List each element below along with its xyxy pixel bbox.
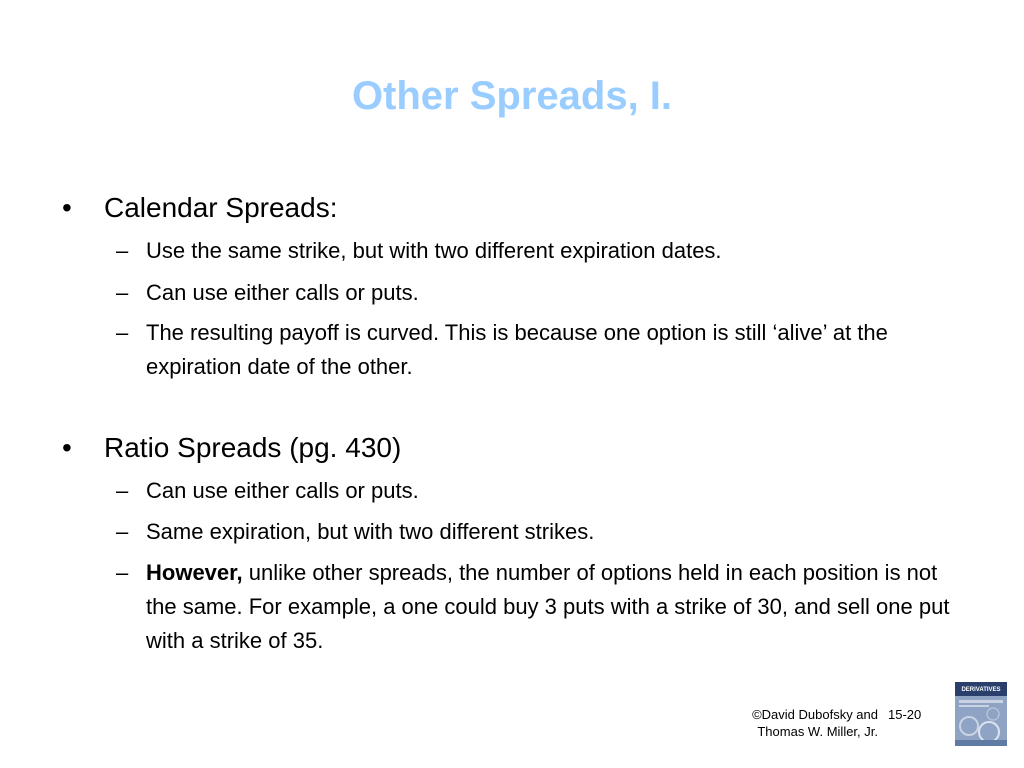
sub-item-text xyxy=(146,556,966,658)
book-cover-line xyxy=(959,705,989,707)
credit-line-1: ©David Dubofsky and xyxy=(752,707,878,722)
dash: – xyxy=(116,478,129,503)
book-cover-line xyxy=(959,700,1003,703)
sub-item-text: Use the same strike, but with two different expiration dates. xyxy=(146,238,722,263)
sub-item-text: The resulting payoff is curved. This is because one option is still ‘alive’ at the expiration date of the other. xyxy=(146,320,888,379)
sub-item-text: Same expiration, but with two different strikes. xyxy=(146,519,595,544)
book-cover-footer xyxy=(955,740,1007,746)
slide-title: Other Spreads, I. xyxy=(351,74,673,118)
sub-item-text: Can use either calls or puts. xyxy=(146,478,419,503)
dash: – xyxy=(116,280,129,305)
bullet-heading: Ratio Spreads (pg. 430) xyxy=(104,432,402,463)
footer-credit xyxy=(700,706,878,740)
dash: – xyxy=(116,320,129,345)
page-number: 15-20 xyxy=(888,707,922,722)
credit-line-2: Thomas W. Miller, Jr. xyxy=(757,724,878,739)
dash: – xyxy=(116,238,129,263)
emphasis-however: However, xyxy=(146,560,243,585)
book-cover-image xyxy=(955,682,1007,746)
book-cover-title: DERIVATIVES xyxy=(961,687,1001,693)
bullet-heading: Calendar Spreads: xyxy=(104,192,338,223)
dash: – xyxy=(116,560,129,585)
bullet-dot: • xyxy=(62,192,72,223)
sub-item-text: Can use either calls or puts. xyxy=(146,280,419,305)
sub-item-rest: unlike other spreads, the number of options held in each position is not the same. For example, a one could buy 3 puts with a strike of 30, and sell one put with a strike of 35. xyxy=(146,560,950,653)
dash: – xyxy=(116,519,129,544)
bullet-dot: • xyxy=(62,432,72,463)
